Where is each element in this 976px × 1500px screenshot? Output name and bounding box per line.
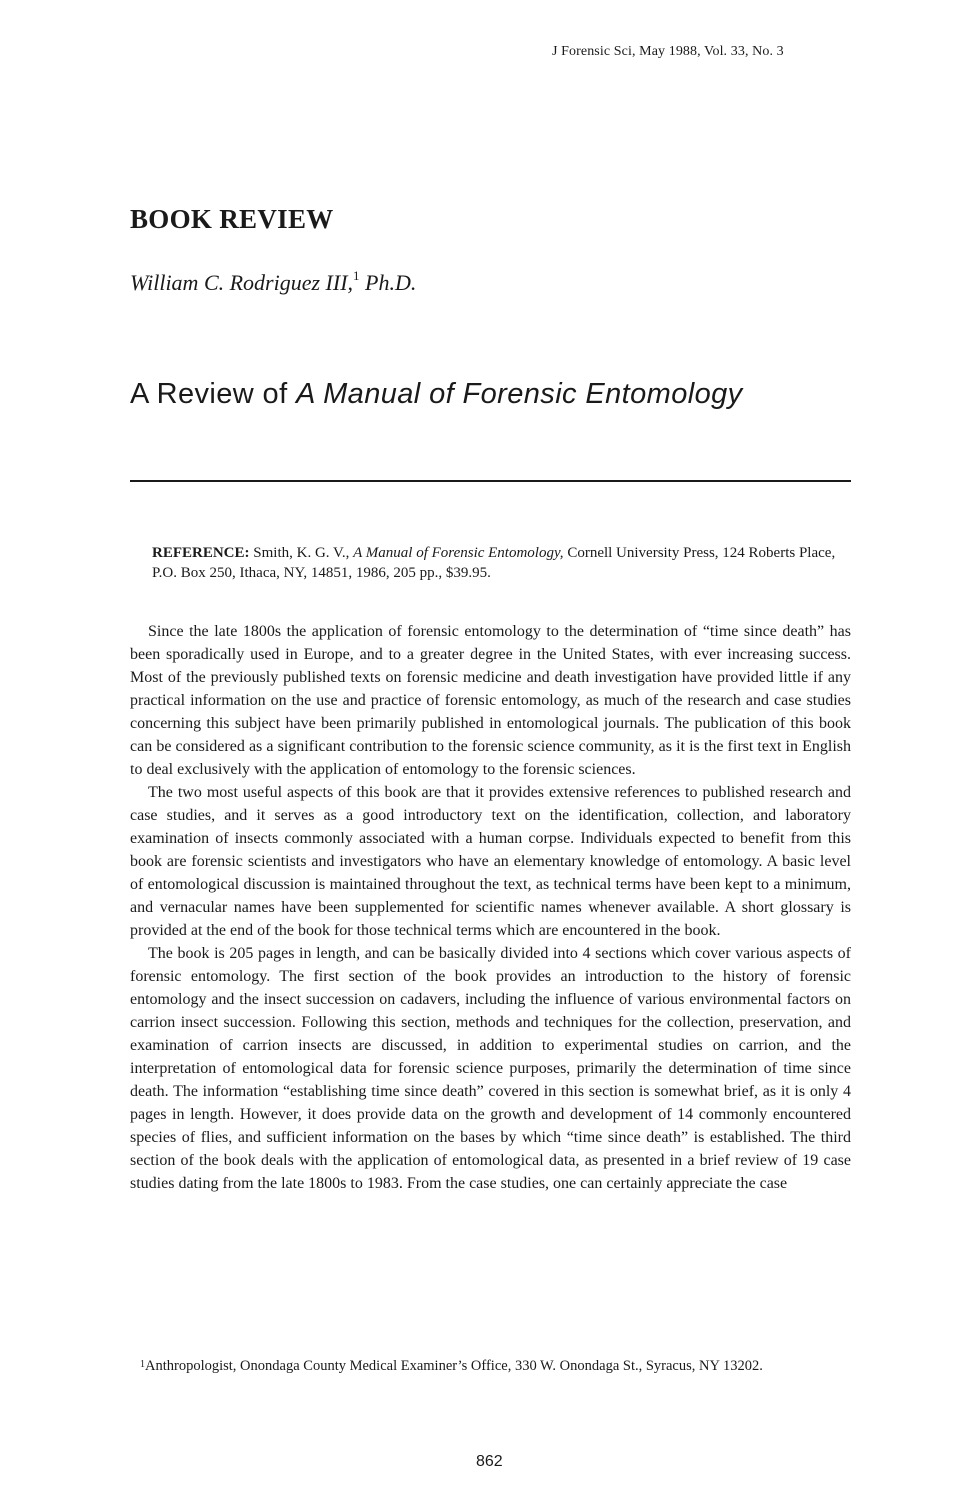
section-heading: BOOK REVIEW — [130, 204, 334, 234]
title-divider — [130, 480, 851, 482]
reference-book-title: A Manual of Forensic Entomology, — [353, 545, 564, 561]
reference-details: Cornell University Press, 124 Roberts Place, P.O. Box 250, Ithaca, NY, 14851, 1986, 205 pp., $39.95. — [152, 545, 836, 581]
article-title-prefix: A Review of — [130, 378, 296, 410]
author-footnote-mark: 1 — [353, 268, 360, 283]
reference-block — [152, 543, 842, 583]
reference-label: REFERENCE: — [152, 545, 250, 561]
article-title — [130, 378, 743, 411]
page-number: 862 — [476, 1453, 503, 1470]
author-name: William C. Rodriguez III, — [130, 270, 354, 295]
body-paragraph: The book is 205 pages in length, and can be basically divided into 4 sections which cover various aspects of forensic entomology. The first section of the book provides an introduction to the history of forensic entomology and the insect succession on cadavers, including the influence of various environmental factors on carrion insect succession. Following this section, methods and techniques for the collection, preservation, and examination of carrion insects are discussed, in addition to experimental studies on carrion, and the interpretation of entomological data for forensic science purposes, primarily the determination of time since death. The information “establishing time since death” covered in this section is somewhat brief, as it is only 4 pages in length. However, it does provide data on the growth and development of 14 commonly encountered species of flies, and sufficient information on the bases by which “time since death” is established. The third section of the book deals with the application of entomological data, as presented in a brief review of 19 case studies dating from the late 1800s to 1983. From the case studies, one can certainly appreciate the case — [130, 945, 851, 1192]
article-title-book: A Manual of Forensic Entomology — [296, 378, 743, 410]
author-degree: Ph.D. — [365, 270, 417, 295]
body-paragraph: The two most useful aspects of this book are that it provides extensive references to published research and case studies, and it serves as a good introductory text on the identification, collection, and laboratory examination of insects commonly associated with a human corpse. Individuals expected to benefit from this book are forensic scientists and investigators who have an elementary knowledge of entomology. A basic level of entomological discussion is maintained throughout the text, as technical terms have been kept to a minimum, and vernacular names have been supplemented for scientific names whenever available. A short glossary is provided at the end of the book for those technical terms which are encountered in the book. — [130, 784, 851, 939]
author-line — [130, 270, 416, 296]
review-body — [130, 620, 851, 1195]
footnote-mark: 1 — [140, 1359, 145, 1370]
footnote — [130, 1356, 851, 1376]
journal-citation: J Forensic Sci, May 1988, Vol. 33, No. 3 — [552, 44, 784, 59]
body-paragraph: Since the late 1800s the application of forensic entomology to the determination of “time since death” has been sporadically used in Europe, and to a greater degree in the United States, with ever increasing success. Most of the previously published texts on forensic medicine and death investigation have provided little if any practical information on the use and practice of forensic entomology, as much of the research and case studies concerning this subject have been primarily published in entomological journals. The publication of this book can be considered as a significant contribution to the forensic science community, as it is the first text in English to deal exclusively with the application of entomology to the forensic sciences. — [130, 623, 851, 778]
reference-authors: Smith, K. G. V., — [249, 545, 354, 561]
footnote-text: Anthropologist, Onondaga County Medical Examiner’s Office, 330 W. Onondaga St., Syracus, NY 13202. — [145, 1358, 763, 1374]
